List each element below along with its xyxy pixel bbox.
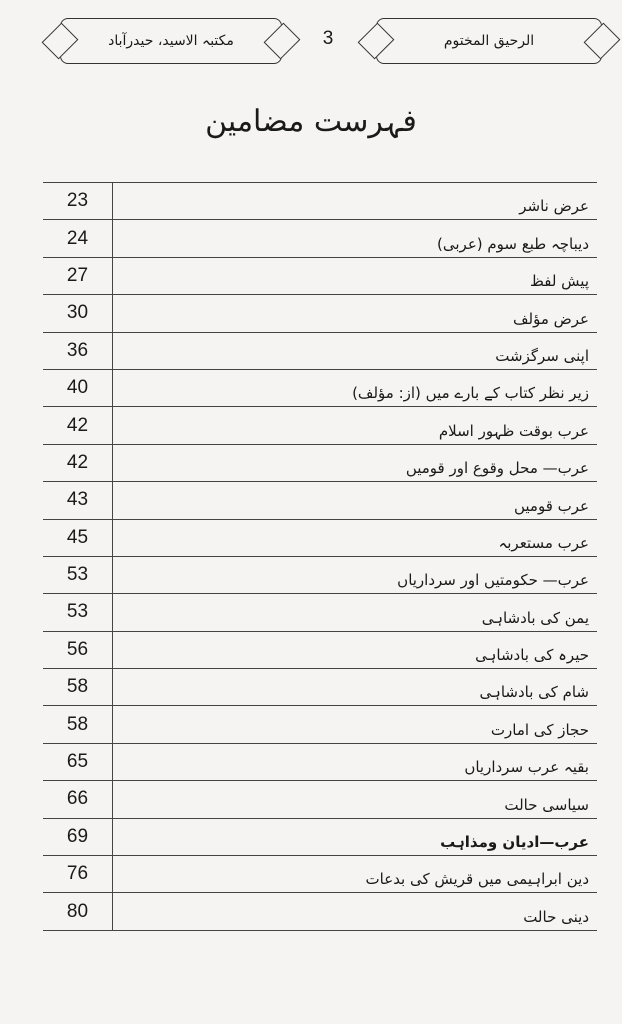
toc-row: [43, 295, 597, 332]
toc-row: [43, 258, 597, 295]
toc-row: [43, 669, 597, 706]
toc-entry-title: عرب— محل وقوع اور قومیں: [405, 459, 589, 478]
toc-row: [43, 893, 597, 930]
toc-entry-title: عرب مستعربہ: [498, 533, 589, 552]
toc-entry-title: بقیہ عرب سرداریاں: [464, 758, 589, 777]
toc-entry-title: عرب قومیں: [513, 496, 589, 515]
toc-entry-title: دیباچہ طبع سوم (عربی): [437, 234, 589, 253]
toc-entry-title: حجاز کی امارت: [490, 720, 589, 739]
table-of-contents: [43, 182, 597, 931]
toc-page-number: 53: [43, 594, 113, 630]
toc-row: [43, 183, 597, 220]
toc-entry-title: عرض ناشر: [519, 197, 589, 216]
toc-page-number: 58: [43, 706, 113, 742]
toc-entry-title: عرب—ادیان ومذاہب: [440, 833, 589, 852]
toc-page-number: 36: [43, 333, 113, 369]
toc-row: [43, 819, 597, 856]
toc-entry-title: پیش لفظ: [530, 272, 589, 291]
toc-row: [43, 632, 597, 669]
toc-entry-title: اپنی سرگزشت: [495, 346, 589, 365]
toc-entry-title: دین ابراہیمی میں قریش کی بدعات: [365, 870, 589, 889]
toc-row: [43, 594, 597, 631]
toc-row: [43, 482, 597, 519]
publisher-name: مکتبہ الاسید، حیدرآباد: [108, 33, 234, 49]
toc-page-number: 43: [43, 482, 113, 518]
toc-entry-title: حیرہ کی بادشاہی: [475, 646, 589, 665]
toc-page-number: 42: [43, 445, 113, 481]
page-title: فہرست مضامین: [205, 104, 417, 139]
toc-row: [43, 520, 597, 557]
toc-page-number: 24: [43, 220, 113, 256]
toc-page-number: 42: [43, 407, 113, 443]
toc-row: [43, 220, 597, 257]
toc-page-number: 40: [43, 370, 113, 406]
toc-page-number: 80: [43, 893, 113, 929]
toc-page-number: 23: [43, 183, 113, 219]
book-title-cartouche: [376, 18, 602, 64]
toc-row: [43, 706, 597, 743]
toc-page-number: 69: [43, 819, 113, 855]
toc-entry-title: زیر نظر کتاب کے بارے میں (از: مؤلف): [352, 384, 589, 403]
page-header: [50, 14, 610, 70]
toc-entry-title: دینی حالت: [523, 907, 589, 926]
toc-page-number: 30: [43, 295, 113, 331]
toc-page-number: 27: [43, 258, 113, 294]
toc-row: [43, 781, 597, 818]
toc-page-number: 56: [43, 632, 113, 668]
toc-page-number: 45: [43, 520, 113, 556]
toc-entry-title: سیاسی حالت: [504, 795, 589, 814]
toc-page-number: 65: [43, 744, 113, 780]
toc-row: [43, 744, 597, 781]
publisher-cartouche: [60, 18, 282, 64]
toc-entry-title: عرب— حکومتیں اور سرداریاں: [397, 571, 589, 590]
toc-page-number: 58: [43, 669, 113, 705]
toc-entry-title: شام کی بادشاہی: [479, 683, 589, 702]
toc-entry-title: عرض مؤلف: [512, 309, 589, 328]
toc-entry-title: یمن کی بادشاہی: [481, 608, 589, 627]
toc-row: [43, 333, 597, 370]
toc-page-number: 76: [43, 856, 113, 892]
toc-row: [43, 557, 597, 594]
book-title: الرحیق المختوم: [443, 33, 535, 49]
toc-row: [43, 407, 597, 444]
toc-row: [43, 370, 597, 407]
toc-row: [43, 856, 597, 893]
toc-page-number: 53: [43, 557, 113, 593]
toc-entry-title: عرب بوقت ظہور اسلام: [438, 421, 589, 440]
page-number: 3: [322, 28, 334, 49]
toc-row: [43, 445, 597, 482]
toc-page-number: 66: [43, 781, 113, 817]
